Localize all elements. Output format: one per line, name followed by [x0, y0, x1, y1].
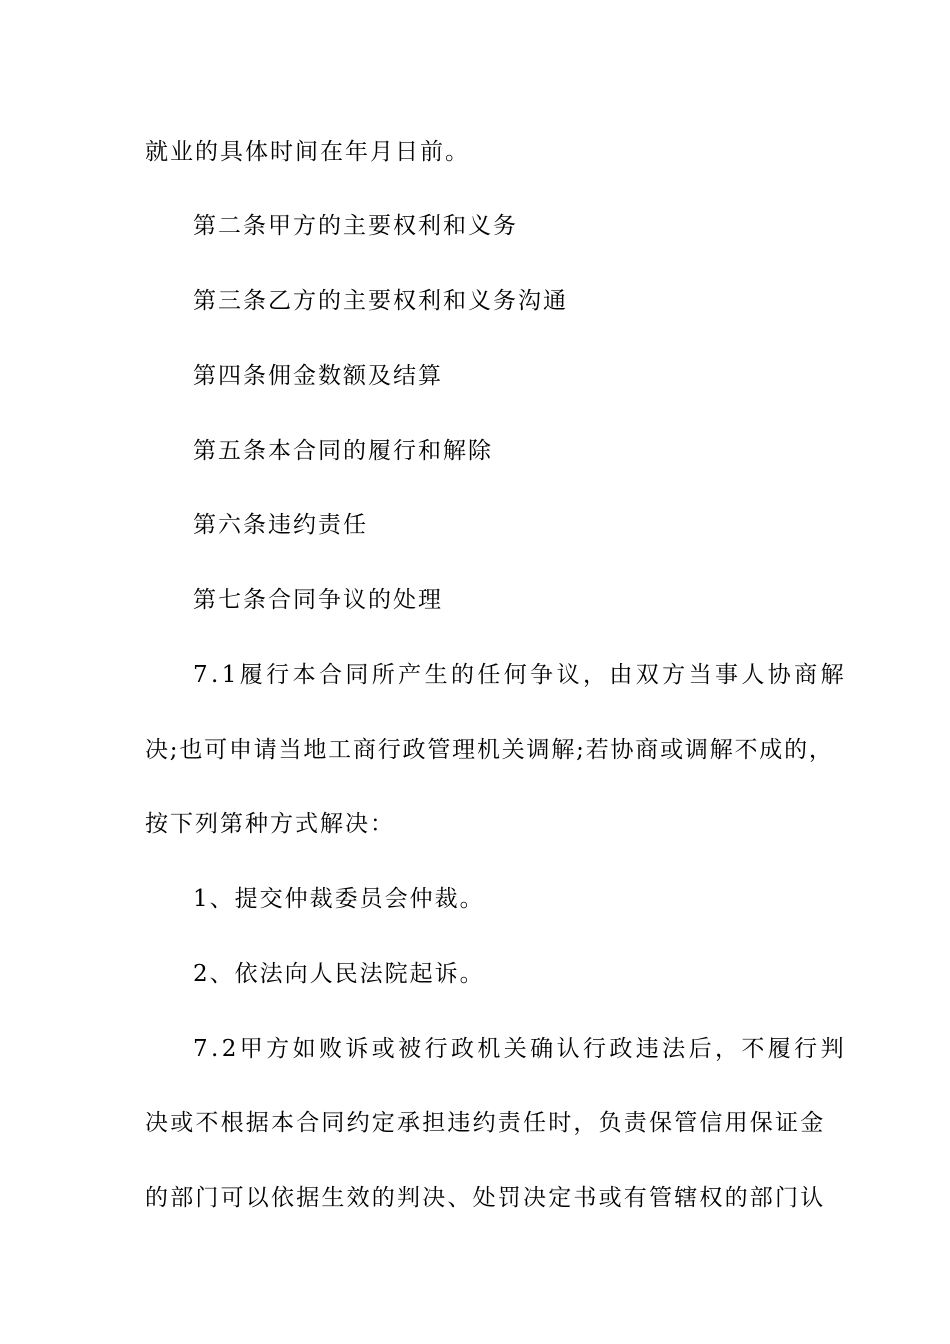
text-line: 7.1履行本合同所产生的任何争议，由双方当事人协商解	[193, 662, 847, 688]
section-heading: 第五条本合同的履行和解除	[193, 438, 493, 464]
text-line: 决;也可申请当地工商行政管理机关调解;若协商或调解不成的，	[145, 737, 834, 763]
list-item: 1、提交仲裁委员会仲裁。	[193, 886, 485, 912]
section-heading: 第二条甲方的主要权利和义务	[193, 213, 518, 239]
text-line: 决或不根据本合同约定承担违约责任时，负责保管信用保证金	[145, 1110, 826, 1136]
text-line: 的部门可以依据生效的判决、处罚决定书或有管辖权的部门认	[145, 1185, 826, 1211]
text-line: 就业的具体时间在年月日前。	[145, 139, 470, 165]
text-line: 按下列第种方式解决：	[145, 811, 395, 837]
section-heading: 第七条合同争议的处理	[193, 587, 443, 613]
section-heading: 第六条违约责任	[193, 512, 368, 538]
section-heading: 第四条佣金数额及结算	[193, 363, 443, 389]
text-line: 7.2甲方如败诉或被行政机关确认行政违法后，不履行判	[193, 1036, 847, 1062]
list-item: 2、依法向人民法院起诉。	[193, 961, 485, 987]
section-heading: 第三条乙方的主要权利和义务沟通	[193, 288, 568, 314]
